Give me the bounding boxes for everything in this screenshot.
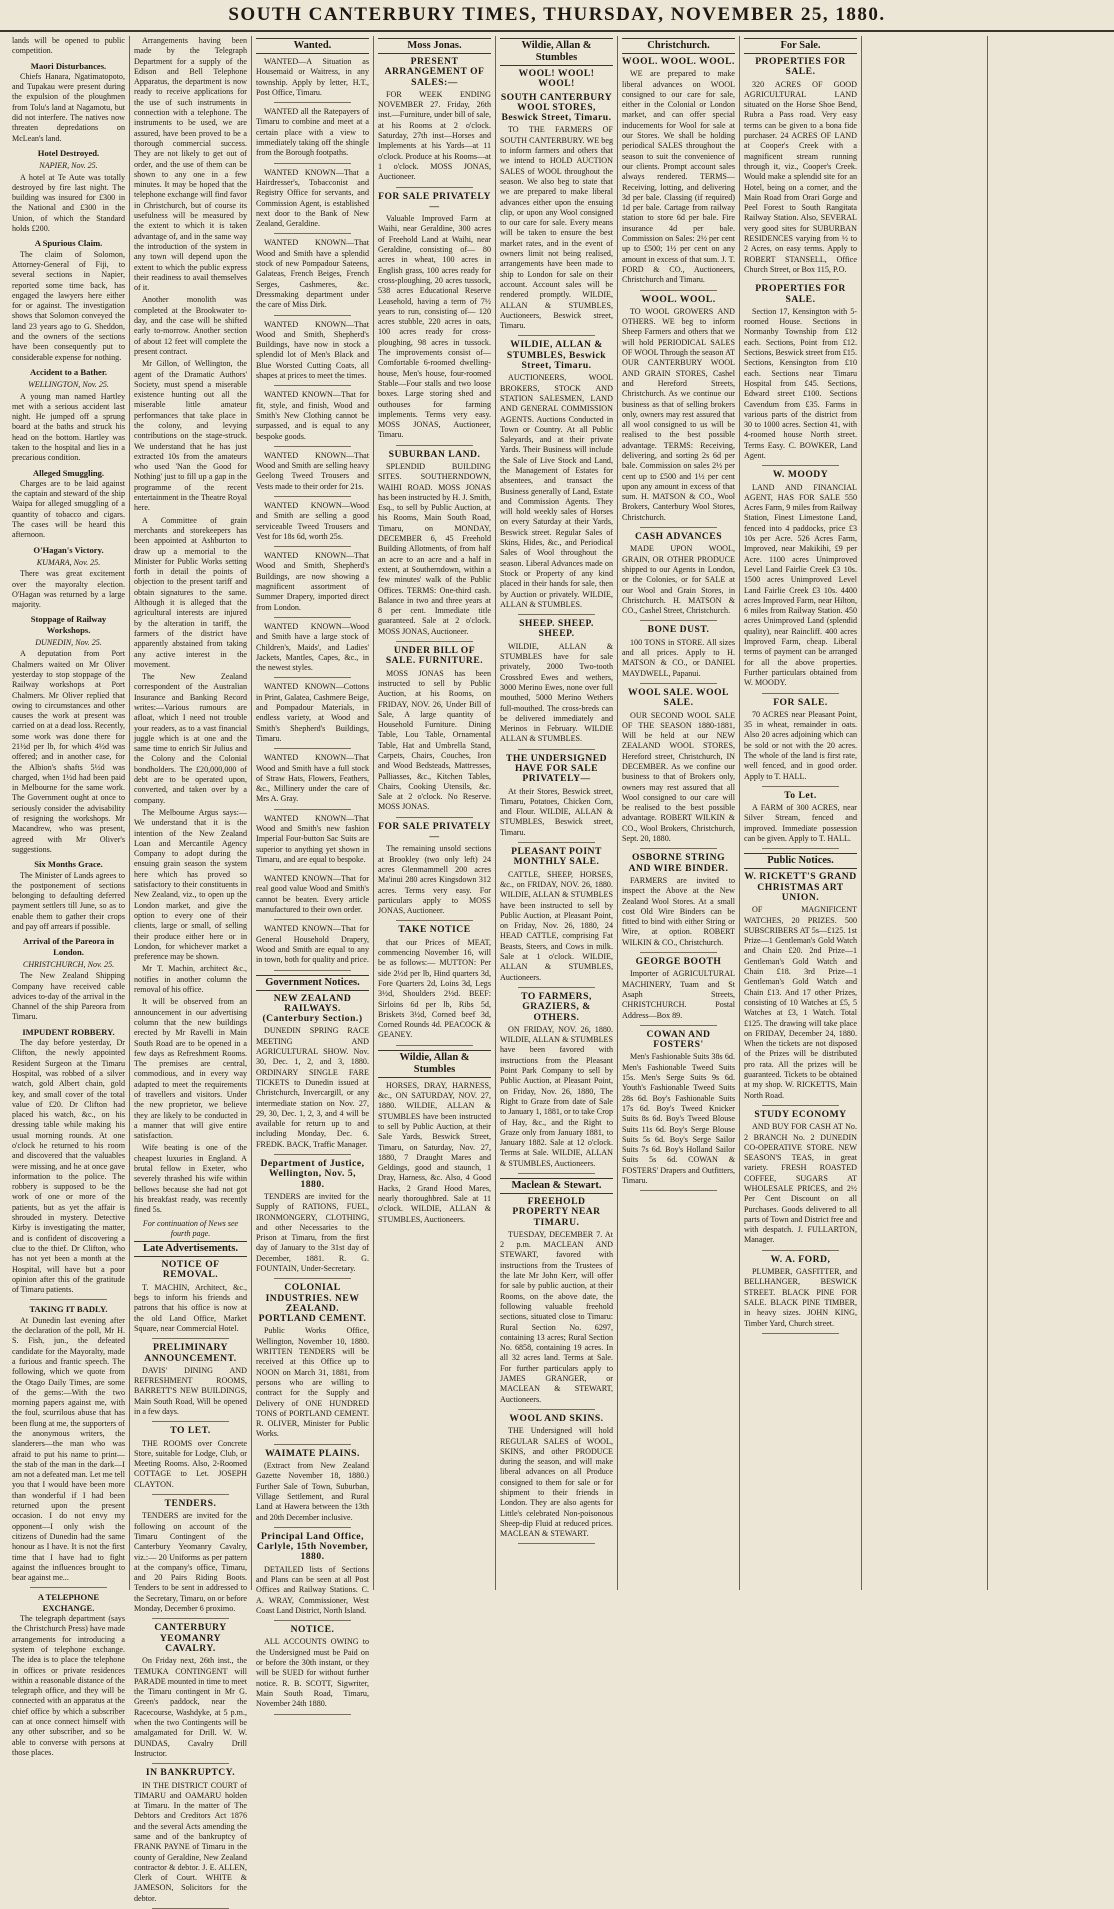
advert-title: TENDERS. bbox=[164, 1498, 217, 1510]
news-body: There was great excitement over the mayoralty election. O'Hagan was returned by a large majority. bbox=[12, 569, 125, 610]
wool-headline: WOOL! WOOL! WOOL! bbox=[518, 68, 595, 90]
divider bbox=[762, 848, 839, 849]
advert-body: Public Works Office, Wellington, November 10, 1880. WRITTEN TENDERS will be received at this Office up to NOON on March 31, 1881, from persons who are willing to contract for the Supply and Delivery of ONE HUNDRED TONS of PORTLAND CEMENT. R. OLIVER, Minister for Public Works. bbox=[256, 1326, 369, 1439]
news-body: Chiefs Hanara, Ngatimatopoto, and Tupakau were present during the expulsion of the ploughmen from Tolu's land at Nagamotu, but did not interfere. The natives now threaten depredations on McLean's land. bbox=[12, 71, 125, 143]
news-dateline: KUMARA, Nov. 25. bbox=[36, 557, 101, 567]
advert-title: TAKE NOTICE bbox=[398, 924, 471, 936]
advert-title: SHEEP. SHEEP. SHEEP. bbox=[519, 618, 594, 640]
news-headline: Hotel Destroyed. bbox=[37, 147, 100, 158]
wanted-ad: WANTED KNOWN—That Wood and Smith, Shepherd's Buildings, are now showing a magnificent assortment of Summer Drapery, imported direct from London. bbox=[256, 551, 369, 612]
divider bbox=[274, 163, 351, 164]
public-notices-title: Public Notices. bbox=[744, 853, 857, 869]
divider bbox=[274, 617, 351, 618]
column-news-1 bbox=[8, 36, 130, 1757]
divider bbox=[762, 1250, 839, 1251]
advert-body: (Extract from New Zealand Gazette November 18, 1880.) Further Sale of Town, Suburban, Village Settlement, and Rural Land at Hawera between the 13th and 20th December inclusive. bbox=[256, 1461, 369, 1522]
news-paragraph: Another monolith was completed at the Brookwater to-day, and the case will be shifted early to-morrow. Another section of about 12 feet will complete the present contract. bbox=[134, 295, 247, 356]
divider bbox=[762, 1333, 839, 1334]
telephone-body: Arrangements having been made by the Telegraph Department for a supply of the Edison and Bell Telephone Apparatus, the department is now ready to receive applications for the use of such instruments in connection with a telephone. The instruments to be used, we are assured, have been proved to be a thorough commercial success. They are not likely to get out of order, and the use of them can be shown to any one in a few minutes. It may be hoped that the telephone exchange will find favor in Christchurch, but of course its usefulness will be measured by the extent to which it is taken advantage of, and in the same way the introduction of the system in any town will depend upon the extent to which the public express their readiness to avail themselves of it. bbox=[134, 36, 247, 293]
advert-body: DETAILED lists of Sections and Plans can be seen at all Post Offices and Railway Stations. C. A. WRAY, Commissioner, West Coast Land District, North Island. bbox=[256, 1564, 369, 1615]
divider bbox=[640, 683, 717, 684]
moss-jonas-title: Moss Jonas. bbox=[378, 38, 491, 54]
news-paragraph: The New Zealand correspondent of the Australian Insurance and Banking Record writes:—Various rumours are afloat, which I need not trouble your readers, as to a vast financial juggle which is at one and the same time to enrich Sir Julius and the Colony and the Colonial bondholders. The £20,000,000 of debt are to be operated upon, converted, and taken over by a company. bbox=[134, 672, 247, 805]
divider bbox=[518, 614, 595, 615]
divider bbox=[274, 233, 351, 234]
divider bbox=[274, 748, 351, 749]
advert-body: WE are prepared to make liberal advances on WOOL consigned to our care for sale, either in the Colonial or London market, and can offer special inducements for Wool for sale at our Stores. We shall be holding periodical SALES throughout the season to suit the convenience of our clients. Prompt account sales always rendered. TERMS— Receiving, lotting, and delivering 3d per bale. Classing (if required) 1d per bale. Cartage from railway station to store 6d per bale. Fire insurance 4d per bale. Commission on Sales: 2½ per cent up to £500; 1½ per cent on any amount in excess of that sum. J. T. FORD & CO., Auctioneers, Christchurch and Timaru. bbox=[622, 69, 735, 285]
advert-body: Men's Fashionable Suits 38s 6d. Men's Fashionable Tweed Suits 15s. Men's Serge Suits 9s 6d. Youth's Fashionable Tweed Suits 28s 6d. Boy's Fashionable Suits 17s 6d. Boy's Tweed Knicker Suits 8s 6d. Boy's Tweed Blouse Suits 11s 6d. Boy's Serge Blouse Suits 5s 6d. Boy's Serge Sailor Suits 7s 6d. Boy's Holland Sailor Suits 5s 6d. COWAN & FOSTERS' Drapers and Outfitters, Timaru. bbox=[622, 1052, 735, 1185]
advert-body: AND BUY FOR CASH AT No. 2 BRANCH No. 2 DUNEDIN CO-OPERATIVE STORE. NEW SEASON'S TEAS, in great variety. FRESH ROASTED COFFEE, SUGARS AT WHOLESALE PRICES, and 2½ Per Cent Discount on all Purchases. Goods delivered to all parts of Town and District free and with despatch. J. FULLARTON, Manager. bbox=[744, 1122, 858, 1245]
news-body: The claim of Solomon, Attorney-General of Fiji, to several sections in Napier, reported some time back, has engaged the lawyers here either for or against. The investigation shows that Solomon conveyed the land 23 years ago to G. Sheddon, and the owners of the sections have been consequently put to considerable expense for nothing. bbox=[12, 249, 125, 362]
divider bbox=[274, 970, 351, 971]
advert-title: TO FARMERS, GRAZIERS, & OTHERS. bbox=[521, 990, 592, 1023]
wanted-ad: WANTED KNOWN—That Wood and Smith have a full stock of Straw Hats, Flowers, Feathers, &c., Millinery under the care of Mrs A. Gray. bbox=[256, 753, 369, 804]
advert-title: To Let. bbox=[784, 789, 817, 801]
news-dateline: WELLINGTON, Nov. 25. bbox=[28, 380, 109, 390]
column-moss-jonas bbox=[374, 36, 496, 1590]
wanted-ad: WANTED KNOWN—That a Hairdresser's, Tobacconist and Registry Office for servants, and Commission Agent, is established next door to the Bank of New Zealand, Geraldine. bbox=[256, 167, 369, 229]
christchurch-title: Christchurch. bbox=[622, 38, 735, 54]
advert-title: PLEASANT POINT MONTHLY SALE. bbox=[511, 846, 602, 868]
advert-body: 100 TONS in STORE. All sizes and all prices. Apply to H. MATSON & CO., or DANIEL MAYDWELL, Papanui. bbox=[622, 637, 735, 678]
advert-body: TO WOOL GROWERS AND OTHERS. WE beg to inform Sheep Farmers and others that we will hold PERIODICAL SALES OF WOOL Through the season AT OUR CANTERBURY WOOL AND GRAIN STORES, Cashel and Hereford Streets, Christchurch. As we continue our business as that of selling brokers only, owners may rest assured that all wool consigned to us will be realised to the best possible advantage. TERMS: Receiving, delivering, and sorting 2s 6d per bale. Commission on sales 2½ per cent up to £500 and 1½ per cent upon any amount in excess of that sum. H. MATSON & CO., Wool Brokers, Canterbury Wool Stores, Christchurch. bbox=[622, 306, 735, 522]
advert-title: COWAN AND FOSTERS' bbox=[646, 1028, 711, 1051]
advert-title: UNDER BILL OF SALE. FURNITURE. bbox=[385, 645, 484, 667]
news-dateline: DUNEDIN, Nov. 25. bbox=[35, 638, 102, 648]
divider bbox=[152, 1494, 229, 1495]
advert-title: PRESENT ARRANGEMENT OF SALES:— bbox=[384, 56, 485, 88]
wanted-ad: WANTED KNOWN—That Wood and Smith have a splendid stock of new Pompadour Sateens, Galateas, French Beiges, French Serges, Cashmeres, &c. Dressmaking department under the care of Miss Dirk. bbox=[256, 238, 369, 310]
advert-title: FOR SALE PRIVATELY— bbox=[378, 190, 491, 212]
continuation-note: For continuation of News see fourth page. bbox=[142, 1218, 239, 1238]
advert-body: Section 17, Kensington with 5-roomed House. Sections in Normanby Township from £12 each. Sections, Point from £12. Sections, Beswick street from £15. Sections, Kensington from £10 each. Sections near Timaru Hospital from £45. Sections, Edward street £100. Sections Cavendum from £35. Farms in various parts of the district from 30 to 1000 acres. Section 41, with 4-roomed house North street. Terms Easy. C. BOWKER, Land Agent. bbox=[744, 306, 857, 460]
wanted-ad: WANTED KNOWN—That Wood and Smith's new fashion Imperial Four-button Sac Suits are superior to anything yet shown in Timaru, and are equal to bespoke. bbox=[256, 813, 369, 864]
robbery-title: IMPUDENT ROBBERY. bbox=[22, 1026, 115, 1037]
advert-body: DAVIS' DINING AND REFRESHMENT ROOMS, BARRETT'S NEW BUILDINGS, Main South Road, Will be opened in a few days. bbox=[134, 1365, 247, 1416]
advert-title: FOR SALE. bbox=[773, 696, 828, 708]
divider bbox=[518, 1173, 595, 1174]
news-paragraph: The Melbourne Argus says:—We understand that it is the intention of the New Zealand Loan and Mercantile Agency Company to adopt during the ensuing grain season the system here which has proved so satisfactory to their constituents in New Zealand, viz., to open up the London market, and give the option to every one of their clients, large or small, of selling their produce either here or in London, for whichever market a preference may be shown. bbox=[134, 807, 247, 962]
advert-title: NEW ZEALAND RAILWAYS. (Canterbury Section.) bbox=[262, 992, 363, 1025]
advert-title: NOTICE. bbox=[290, 1624, 335, 1636]
divider bbox=[274, 1527, 351, 1528]
advert-title: W. MOODY bbox=[772, 469, 829, 481]
divider bbox=[274, 1714, 351, 1715]
divider bbox=[152, 1338, 229, 1339]
advert-title: THE UNDERSIGNED HAVE FOR SALE PRIVATELY— bbox=[505, 752, 608, 785]
divider bbox=[396, 187, 473, 188]
advert-body: THE Undersigned will hold REGULAR SALES of WOOL, SKINS, and other PRODUCE during the season, and will make liberal advances on all Produce consigned to them for sale or for shipment to their friends in London. They are also agents for Little's celebrated Non-poisonous Sheep-dip Fluid at reduced prices. MACLEAN & STEWART. bbox=[500, 1426, 613, 1539]
wanted-ad: WANTED KNOWN—That Wood and Smith, Shepherd's Buildings, have now in stock a splendid lot of Men's Black and Blue Worsted Cutting Coats, all shapes at prices to meet the times. bbox=[256, 319, 369, 381]
advert-body: ON FRIDAY, NOV. 26, 1880. WILDIE, ALLAN & STUMBLES have been favored with instructions from the Pleasant Point Park Company to sell by Public Auction, at Pleasant Point, on Friday, Nov. 26, 1880, The Right to Graze from date of Sale to January 1, 1881, or to take Crop of Hay, &c., and the Right to Graze only from January 1881, to January 1882. Sale at 12 o'clock. Terms at Sale. WILDIE, ALLAN & STUMBLES, Auctioneers. bbox=[500, 1024, 613, 1168]
divider bbox=[396, 817, 473, 818]
divider bbox=[518, 749, 595, 750]
divider bbox=[640, 620, 717, 621]
divider bbox=[518, 987, 595, 988]
advert-title: TO LET. bbox=[170, 1425, 211, 1437]
divider bbox=[274, 1444, 351, 1445]
advert-body: TO THE FARMERS OF SOUTH CANTERBURY. WE beg to inform farmers and others that we intend to HOLD AUCTION SALES of WOOL throughout the season. We also beg to state that we are prepared to make liberal advances either upon the ensuing clip, or upon any Wool consigned to our care for sale. Every means will be taken to ensure the best market rates, and in the event of owners limit not being realised, arrangements have been made to ship to London for sale on their account. Account sales will be rendered promptly. WILDIE, ALLAN & STUMBLES, Auctioneers, Beswick street, Timaru. bbox=[500, 125, 613, 331]
news-headline: Alleged Smuggling. bbox=[32, 467, 105, 478]
advert-body: DUNEDIN SPRING RACE MEETING AND AGRICULTURAL SHOW. Nov. 30, Dec. 1, 2, and 3, 1880. ORDINARY SINGLE FARE TICKETS to Dunedin issued at Christchurch, Invercargill, or any intermediate station on Nov. 27, 29, 30, Dec. 1, 2, 3, and 4 will be available for return up to and including Monday, Dec. 6. FREDK. BACK, Traffic Manager. bbox=[256, 1026, 369, 1149]
news-headline: A Spurious Claim. bbox=[34, 238, 103, 249]
badly-body: At Dunedin last evening after the declaration of the poll, Mr H. S. Fish, jun., the defeated candidate for the Mayoralty, made a furious and frantic speech. The following, which we quote from the Otago Daily Times, are some of the gems:—With the two morning papers against me, with the foul, scurrilous abuse that has been flung at me, the supporters of the anonymous writers, the slanderers—the man who was afraid to put his name to print—the stab of the man in the dark—I am not a defeated man. Let me tell you that I would have been more than wonderful if I had been returned upon the present occasion. I do not envy my opponent—I only wish the citizens of Dunedin had the same honour as I have. It is not the first time that I have had to fight against the influences brought to bear against me... bbox=[12, 1315, 125, 1583]
advert-title: OSBORNE STRING AND WIRE BINDER. bbox=[628, 852, 729, 874]
divider bbox=[274, 385, 351, 386]
advert-body: THE ROOMS over Concrete Store, suitable for Lodge, Club, or Meeting Rooms. Also, 2-Roomed COTTAGE to Let. JOSEPH CLAYTON. bbox=[134, 1438, 247, 1489]
newspaper-page bbox=[8, 36, 1106, 1903]
divider bbox=[274, 869, 351, 870]
advert-title: PRELIMINARY ANNOUNCEMENT. bbox=[144, 1342, 237, 1364]
divider bbox=[30, 1587, 107, 1588]
news-dateline: NAPIER, Nov. 25. bbox=[39, 161, 98, 171]
divider bbox=[274, 446, 351, 447]
news-body: Charges are to be laid against the captain and steward of the ship Waipa for alleged smuggling of a quantity of tobacco and cigars. The cases will be heard this afternoon. bbox=[12, 478, 125, 540]
advert-body: Importer of AGRICULTURAL MACHINERY, Tuam and St Asaph Streets, CHRISTCHURCH. Postal Address—Box 89. bbox=[622, 969, 735, 1020]
masthead-title: SOUTH CANTERBURY TIMES, THURSDAY, NOVEMBER 25, 1880. bbox=[228, 4, 886, 25]
wanted-ad: WANTED all the Ratepayers of Timaru to combine and meet at a certain place with a view to immediately taking off the shingle from the Borough footpaths. bbox=[256, 107, 369, 158]
late-ads-title: Late Advertisements. bbox=[134, 1241, 247, 1257]
advert-title: WOOL. WOOL. WOOL. bbox=[622, 56, 735, 67]
wanted-section-title: Wanted. bbox=[256, 38, 369, 54]
news-body: A deputation from Port Chalmers waited on Mr Oliver yesterday to stop stoppage of the Railway workshops at Port Chalmers. Mr Oliver replied that owing to circumstances and other causes the work at present was carried on at a dead loss. Recently, some work was done there for 21½d per lb, for which 4½d was offered; and in another case, for the Albion's shafts 5½d was charged, when 1½d had been paid in Melbourne for the same work. The Government ought at once to seriously consider the advisability of resigning the workshops. Mr Macandrew, who was present, agreed with Mr Oliver's suggestions. bbox=[12, 649, 125, 854]
advert-body: FOR WEEK ENDING NOVEMBER 27. Friday, 26th inst.—Furniture, under bill of sale, at his Rooms at 2 o'clock. Saturday, 27th inst—Horses and Implements at his Yards—at 11 o'clock. Produce at his Rooms—at 1 o'clock. MOSS JONAS, Auctioneer. bbox=[378, 89, 491, 182]
robbery-body: The day before yesterday, Dr Clifton, the newly appointed Resident Surgeon at the Timaru Hospital, was robbed of a silver watch, gold Albert chain, gold key, and small cover of the total value of £20. Dr Clifton had placed his watch, &c., on his dressing table while making his usual morning rounds. At one o'clock he returned to his room and discovered that the valuables were missing, and he at once gave information to the police. The robbery is supposed to be the work of one or more of the patients, but as yet the affair is shrouded in mystery. Detective Kirby is investigating the matter, and is confident of discovering a clue to the thief. Dr Clifton, who has not yet been a month at the Hospital, will have but a poor opinion after this of the gratitude of Timaru patients. bbox=[12, 1038, 125, 1295]
news-headline: Accident to a Bather. bbox=[29, 366, 108, 377]
advert-body: AUCTIONEERS, WOOL BROKERS, STOCK AND STATION SALESMEN, LAND AND GENERAL COMMISSION AGENTS. Auctions Conducted in Town or Country. At all Public Saleyards, and at their private Yards. Their Business will include the Sale of Live Stock and Land, the Management of Estates for absentees, and transact the Business generally of Land, Estate and Commission Agents. They will hold weekly sales of Horses on every Saturday at their Yards, Beswick street. Regular Sales of Skins, Hides, &c., and Periodical Sales of Wool throughout the season. Liberal Advances made on Stock or Property of any kind placed in their hands for sale, then by Auction or privately. WILDIE, ALLAN & STUMBLES. bbox=[500, 373, 613, 609]
advert-title: CASH ADVANCES bbox=[634, 531, 723, 543]
news-body: A young man named Hartley met with a serious accident last night. He jumped off a sprung board at the baths and struck his head on the bottom. Hartley was taken to the hospital and lies in a precarious condition. bbox=[12, 391, 125, 463]
advert-body: TENDERS are invited for the Supply of RATIONS, FUEL, IRONMONGERY, CLOTHING, and other Necessaries to the Prison at Timaru, from the first day of January to the 31st day of December, 1881. R. G. FOUNTAIN, Under-Secretary. bbox=[256, 1191, 369, 1273]
advert-title: WOOL AND SKINS. bbox=[509, 1412, 604, 1424]
advert-title: SOUTH CANTERBURY WOOL STORES, Beswick Street, Timaru. bbox=[500, 91, 613, 124]
news-paragraph: Wife beating is one of the cheapest luxuries in England. A brutal fellow in Exeter, who severely thrashed his wife within bellows because she had not got his breakfast ready, was recently fined 5s. bbox=[134, 1143, 247, 1215]
wildie-allan-title: Wildie, Allan & Stumbles bbox=[378, 1050, 491, 1078]
advert-title: COLONIAL INDUSTRIES. NEW ZEALAND. PORTLAND CEMENT. bbox=[258, 1282, 367, 1325]
maclean-stewart-title: Maclean & Stewart. bbox=[500, 1178, 613, 1194]
advert-body: FARMERS are invited to inspect the Above at the New Zealand Wool Stores. At a small cost Old Wire Binders can be fitted to bind with either String or Wire, at option. ROBERT WILKIN & CO., Christchurch. bbox=[622, 875, 735, 947]
wanted-ad: WANTED KNOWN—Wood and Smith have a large stock of Children's, Maids', and Ladies' Jackets, Mantles, Capes, &c., in the newest styles. bbox=[256, 621, 369, 673]
divider bbox=[274, 809, 351, 810]
advert-title: STUDY ECONOMY bbox=[754, 1108, 847, 1120]
advert-body: Valuable Improved Farm at Waihi, near Geraldine, 300 acres of Freehold Land at Waihi, near Geraldine, consisting of— 80 acres in wheat, 100 acres in English grass, 100 acres ready for cross-ploughing, 20 acres tussock, 538 acres Educational Reserve Leasehold, having a term of 7½ years to run, consisting of— 120 acres stubble, 220 acres in oats, 100 acres ready for cross-ploughing, 98 acres in tussock. The improvements consist of—Comfortable 6-roomed dwelling-house, Men's house, four-roomed Stable—Four stalls and two loose boxes. Large storing shed and outhouses for farming implements. Terms very easy. MOSS JONAS, Auctioneer, Timaru. bbox=[378, 214, 491, 440]
divider bbox=[396, 1045, 473, 1046]
news-headline: Stoppage of Railway Workshops. bbox=[30, 614, 107, 635]
for-sale-title: For Sale. bbox=[744, 38, 857, 54]
divider bbox=[762, 279, 839, 280]
divider bbox=[640, 1190, 717, 1191]
advert-title: GEORGE BOOTH bbox=[635, 956, 722, 968]
news-headline: Maori Disturbances. bbox=[30, 60, 107, 71]
advert-body: IN THE DISTRICT COURT of TIMARU and OAMARU holden at Timaru. In the matter of The Debtors and Creditors Act 1876 and the several Acts amending the same and of the bankruptcy of FRANK PAYNE of Timaru in the county of Geraldine, New Zealand contractor & debtor. J. E. ALLEN, Clerk of Court. WHITE & JAMESON, Solicitors for the debtor. bbox=[134, 1780, 247, 1903]
advert-title: FOR SALE PRIVATELY— bbox=[378, 820, 491, 843]
wanted-ad: WANTED KNOWN—That Wood and Smith are selling heavy Geelong Tweed Trousers and Vests made to their order for 21s. bbox=[256, 450, 369, 491]
advert-body: 320 ACRES OF GOOD AGRICULTURAL LAND situated on the Horse Shoe Bend, Rubra a Pass road. Very easy terms can be given to a bona fide purchaser. 24 ACRES OF LAND at Cooper's Creek with a magnificent stream running through it, viz., Cooper's Creek. Would make a splendid site for an Hotel, being on a corner, and the Main Road from Orari Gorge and Peel Forest to South Rangitata Railway Station. Also, SEVERAL very good sites for SUBURBAN RESIDENCES varying from ½ to 2 Acres, on easy terms. Apply to ROBERT STANSELL, Office Church Street, or Box 115, P.O. bbox=[744, 79, 857, 274]
news-paragraph: Mr T. Machin, architect &c., notifies in another column the removal of his office. bbox=[134, 964, 247, 995]
news-paragraph: Mr Gillon, of Wellington, the agent of the Dramatic Authors' Society, must spend a miserable existence hunting out all the miserable little amateur performances that take place in the colony, and levying contributions on the stage-struck. We understand that he has just extracted 10s from the amateurs who used 'Nan the Good for Nothing' just to fill up a gap in the programme of the recent entertainment in the Theatre Royal here. bbox=[134, 359, 247, 513]
news-headline: Six Months Grace. bbox=[34, 859, 103, 870]
badly-title: TAKING IT BADLY. bbox=[29, 1304, 108, 1315]
advert-title: IN BANKRUPTCY. bbox=[145, 1767, 236, 1779]
advert-title: W. A. FORD, bbox=[770, 1253, 831, 1265]
advert-body: CATTLE, SHEEP, HORSES, &c., on FRIDAY, NOV. 26, 1880. WILDIE, ALLAN & STUMBLES have been instructed to sell by Public Auction, at Pleasant Point, on Friday, Nov. 26, 1880, 24 HEAD CATTLE, comprising Fat Beasts, Steers, and Cows in milk. Sale at 1 o'clock. WILDIE, ALLAN & STUMBLES, Auctioneers. bbox=[500, 869, 613, 982]
divider bbox=[274, 677, 351, 678]
news-headline: O'Hagan's Victory. bbox=[33, 544, 104, 555]
advert-body: The remaining unsold sections at Brookley (two only left) 24 acres Glenmammell 200 acres Ma'inui 280 acres Kingsdown 312 acres. Terms very easy. For particulars apply to MOSS JONAS, Auctioneer. bbox=[378, 844, 491, 916]
divider bbox=[396, 641, 473, 642]
news-body: A hotel at Te Aute was totally destroyed by fire last night. The building was insured for £300 in the National and £300 in the Union, of which the Standard holds £200. bbox=[12, 172, 125, 234]
news-paragraph: A Committee of grain merchants and storekeepers has been appointed at Ashburton to draw up a memorial to the Minister for Public Works setting forth in detail the points of objection to the present tariff and obtain signatures to the same. Although it is alleged that the agricultural interests are injured by the alteration in tariff, the farmers of the district have apparently abstained from taking any active interest in the movement. bbox=[134, 515, 247, 669]
advert-body: On Friday next, 26th inst., the TEMUKA CONTINGENT will PARADE mounted in time to meet the Timaru contingent in Mr G. Green's paddock, near the Racecourse, Washdyke, at 5 p.m., when the two Contingents will be amalgamated for Drill. W. W. DUNDAS, Cavalry Drill Instructor. bbox=[134, 1656, 247, 1758]
advert-title: WILDIE, ALLAN & STUMBLES, Beswick Street, Timaru. bbox=[506, 339, 607, 372]
wildie-ad-body: HORSES, DRAY, HARNESS, &c., ON SATURDAY, NOV. 27, 1880. WILDIE, ALLAN & STUMBLES have been instructed to sell by Public Auction, at their Sale Yards, Beswick Street, Timaru, on Saturday, Nov. 27, 1880, 7 Draught Mares and Geldings, good and staunch, 1 Dray, Harness, &c. Also, 4 Good Hacks, 2 Grand Hood Mares, nearly thoroughbred. Sale at 11 o'clock. WILDIE, ALLAN & STUMBLES, Auctioneers. bbox=[378, 1080, 491, 1224]
exchange-body: The telegraph department (says the Christchurch Press) have made arrangements for introducing a system of telephone exchange. The idea is to place the telephone in offices or private residences within a reasonable distance of the telegraph office, and they will be connected with an apparatus at the chief office by which a subscriber can at once connect himself with any other subscriber, and so be able to converse with persons at those places. bbox=[12, 1614, 125, 1757]
wanted-ad: WANTED KNOWN—Cottons in Print, Galatea, Cashmere Beige, and Pompadour Materials, in endless variety, at Wood and Smith's Shepherd's Buildings, Timaru. bbox=[256, 682, 369, 743]
advert-body: OUR SECOND WOOL SALE OF THE SEASON 1880-1881, Will be held at our NEW ZEALAND WOOL STORES, Hereford street, Christchurch, IN DECEMBER. As we confine our business to that of Brokers only, owners may rest assured that all Wool consigned to our care will be realised to the best possible advantage. ROBERT WILKIN & CO., Wool Brokers, Christchurch, Sept. 20, 1880. bbox=[622, 710, 735, 844]
divider bbox=[518, 1409, 595, 1410]
wanted-ad: WANTED KNOWN—That for fit, style, and finish, Wood and Smith's New Clothing cannot be surpassed, and is equal to any bespoke goods. bbox=[256, 390, 369, 441]
advert-title: W. RICKETT'S GRAND CHRISTMAS ART UNION. bbox=[744, 871, 857, 903]
divider bbox=[640, 848, 717, 849]
advert-body: LAND AND FINANCIAL AGENT, HAS FOR SALE 550 Acres Farm, 9 miles from Railway Station, Finest Limestone Land, fenced into 4 paddocks, price £3 10s per Acre. 526 Acres Farm, Improved, near Makikihi, £9 per Acre. 1100 acres Unimproved Level Land Fairlie Creek £3 10s. 1500 acres Unimproved Level Land Fairlie Creek £3 10s. 4400 acres Improved Farm, near Hilton, 6 miles from Railway Station. 450 acres Unimproved Land (splendid quality), near Raincliff. 400 acres Improved Farm, cheap. Liberal terms of payment can be arranged for all the above properties. Further particulars obtained from W. MOODY. bbox=[744, 482, 857, 688]
advert-body: OF MAGNIFICENT WATCHES, 20 PRIZES. 500 SUBSCRIBERS AT 5s—£125. 1st Prize—1 Gentleman's Gold Watch and Chain £20. 2nd Prize—1 Gentleman's Gold Watch and Chain £18. 3rd Prize—1 Gentleman's Gold Watch and Chain £13. And 17 other Prizes, consisting of 10 Watches at £5, 5 Watches at £3, 1 Watch. Total £125. The drawing will take place on FRIDAY, December 24, 1880. When the tickets are not disposed of the Prizes will be distributed pro rata. All the prizes will be guaranteed. Tickets to be obtained at my shop. W. RICKETTS, Main North Road. bbox=[744, 905, 857, 1100]
divider bbox=[152, 1618, 229, 1619]
divider bbox=[396, 920, 473, 921]
divider bbox=[640, 527, 717, 528]
divider bbox=[640, 952, 717, 953]
advert-body: TENDERS are invited for the following on account of the Timaru Contingent of the Canterbury Yeomanry Cavalry, viz.:— 20 Uniforms as per pattern at the company's office, Timaru, and 20 Pairs Riding Boots. Tenders to be sent in addressed to the Secretary, Timaru, on or before Monday, December 6 proximo. bbox=[134, 1511, 247, 1614]
wanted-ad: WANTED KNOWN—Wood and Smith are selling a good serviceable Tweed Trousers and Vest for 18s 6d, worth 25s. bbox=[256, 500, 369, 541]
news-paragraph: It will be observed from an announcement in our advertising column that the new buildings erected by Mr Ravelli in Main South Road are to be opened in a few days as Refreshment Rooms. The premises are central, commodious, and in every way adapted to meet the requirements of travellers and visitors. Under the new proprietor, we believe they are likely to be conducted in a manner that will give entire satisfaction. bbox=[134, 997, 247, 1141]
advert-title: PROPERTIES FOR SALE. bbox=[755, 283, 846, 305]
divider bbox=[274, 1278, 351, 1279]
divider bbox=[762, 1105, 839, 1106]
news-headline: Arrival of the Pareora in London. bbox=[22, 936, 114, 957]
divider bbox=[518, 842, 595, 843]
advert-title: WOOL SALE. WOOL SALE. bbox=[628, 686, 729, 709]
divider bbox=[518, 1543, 595, 1544]
wanted-ad: WANTED KNOWN—That for General Household Drapery, Wood and Smith are equal to any in town, both for quality and price. bbox=[256, 924, 369, 965]
advert-body: 70 ACRES near Pleasant Point, 35 in wheat, remainder in oats. Also 20 acres adjoining which can be sold or not with the 20 acres. The whole of the land is first rate, well fenced, and in good order. Apply to T. HALL. bbox=[744, 709, 857, 781]
advert-body: T. MACHIN, Architect, &c., begs to inform his friends and patrons that his office is now at the old Land Office, Market Square, near Commercial Hotel. bbox=[134, 1282, 247, 1333]
advert-title: Department of Justice, Wellington, Nov. 5, 1880. bbox=[260, 1158, 365, 1190]
divider bbox=[274, 546, 351, 547]
divider bbox=[640, 1025, 717, 1026]
advert-body: MOSS JONAS has been instructed to sell by Public Auction, at his Rooms, on FRIDAY, NOV. 26, Under Bill of Sale, A large quantity of Household Furniture. Dining Table, Lou Table, Ornamental Table, Hat and Umbrella Stand, Carpets, Chairs, Couches, Iron and Wood Bedsteads, Mattresses, Palliasses, &c., Kitchen Tables, Chairs, Cooking Utensils, &c. Sale at 2 o'clock. No Reserve. MOSS JONAS. bbox=[378, 668, 491, 812]
divider bbox=[518, 335, 595, 336]
advert-title: PROPERTIES FOR SALE. bbox=[755, 56, 846, 78]
advert-body: that our Prices of MEAT, commencing November 16, will be as follows:— MUTTON: Per side 2½d per lb, Hind quarters 3d, Fore Quarters 2d, Loins 3d, Legs 3½d, Shoulders 2½d. BEEF: Sirloins 6d per lb, Ribs 5d, Briskets 3½d, Corned beef 3d, Corned Rounds 4d. PEACOCK & GEANEY. bbox=[378, 937, 491, 1040]
divider bbox=[152, 1763, 229, 1764]
column-wanted bbox=[252, 36, 374, 1709]
divider bbox=[274, 102, 351, 103]
advert-title: NOTICE OF REMOVAL. bbox=[161, 1259, 220, 1281]
news-body: The Minister of Lands agrees to the postponement of sections belonging to defaulting deferred payment settlers till June, so as to enable them to gather their crops and pay off arrears if possible. bbox=[12, 870, 125, 932]
column-for-sale bbox=[740, 36, 862, 1590]
advert-title: WAIMATE PLAINS. bbox=[265, 1447, 360, 1459]
wildie-section-title: Wildie, Allan & Stumbles bbox=[500, 38, 613, 66]
exchange-title: A TELEPHONE EXCHANGE. bbox=[37, 1592, 100, 1613]
advert-body: At their Stores, Beswick street, Timaru, Potatoes, Chicken Corn, and Flour. WILDIE, ALLAN & STUMBLES, Beswick street, Timaru. bbox=[500, 786, 613, 837]
advert-body: ALL ACCOUNTS OWING to the Undersigned must be Paid on or before the 30th instant, or they will be SUED for without further notice. R. B. SCOTT, Sigwriter, Main South Road, Timaru, November 24th 1880. bbox=[256, 1637, 369, 1709]
advert-body: WILDIE, ALLAN & STUMBLES have for sale privately, 2000 Two-tooth Crossbred Ewes and wethers, 3000 Merino Ewes, none over full mouthed, 5000 Merino Wethers full-mouthed. The cross-breds can be delivered immediately and Merinos in February. WILDIE ALLAN & STUMBLES. bbox=[500, 641, 613, 744]
news-body: The New Zealand Shipping Company have received cable advices to-day of the arrival in the Channel of the ship Pareora from Timaru. bbox=[12, 971, 125, 1022]
divider bbox=[762, 786, 839, 787]
advert-title: WOOL. WOOL. bbox=[641, 293, 716, 305]
news-dateline: CHRISTCHURCH, Nov. 25. bbox=[22, 959, 115, 969]
advert-title: FREEHOLD PROPERTY NEAR TIMARU. bbox=[512, 1195, 601, 1228]
wanted-ad: WANTED KNOWN—That for real good value Wood and Smith's cannot be beaten. Every article manufactured to their own order. bbox=[256, 874, 369, 915]
advert-body: TUESDAY, DECEMBER 7. At 2 p.m. MACLEAN AND STEWART, favored with instructions from the Trustees of the late Mr John Kerr, will offer for sale by public auction, at their Rooms, on the above date, the following valuable freehold sections, situated close to Timaru: Rural Section No. 6297, containing 13 acres; Rural Section No. 6858, containing 19 acres. In all 32 acres land. Terms at Sale. For further particulars apply to JAMES GRANGER, or MACLEAN & STEWART, Auctioneers. bbox=[500, 1229, 613, 1404]
divider bbox=[762, 693, 839, 694]
masthead bbox=[0, 0, 1114, 32]
advert-body: PLUMBER, GASFITTER, and BELLHANGER, BESWICK STREET. BLACK PINE FOR SALE. BLACK PINE TIMBER, in heavy sizes. JOHN KING, Timber Yard, Church street. bbox=[744, 1267, 857, 1328]
wanted-ad: WANTED—A Situation as Housemaid or Waitress, in any township. Apply by letter, H.T., Post Office, Timaru. bbox=[256, 57, 369, 97]
advert-title: BONE DUST. bbox=[647, 624, 710, 636]
divider bbox=[762, 465, 839, 466]
divider bbox=[640, 290, 717, 291]
column-spacer bbox=[862, 36, 988, 1590]
divider bbox=[274, 315, 351, 316]
advert-title: SUBURBAN LAND. bbox=[388, 448, 481, 460]
intro-text: lands will be opened to public competition. bbox=[12, 36, 125, 56]
advert-title: CANTERBURY YEOMANRY CAVALRY. bbox=[154, 1622, 227, 1654]
advert-body: MADE UPON WOOL, GRAIN, OR OTHER PRODUCE shipped to our Agents in London, or the Colonies, or for SALE at our Wool and Grain Stores, in Christchurch. H. MATSON & CO., Cashel Street, Christchurch. bbox=[622, 544, 735, 616]
advert-title: Principal Land Office, Carlyle, 15th November, 1880. bbox=[256, 1530, 369, 1563]
divider bbox=[274, 1620, 351, 1621]
divider bbox=[274, 496, 351, 497]
divider bbox=[152, 1421, 229, 1422]
government-notices-title: Government Notices. bbox=[256, 975, 369, 991]
column-wildie bbox=[496, 36, 618, 1590]
divider bbox=[274, 1154, 351, 1155]
advert-body: SPLENDID BUILDING SITES. SOUTHERNDOWN, WAIHI ROAD. MOSS JONAS has been instructed by H. J. Smith, Esq., to sell by Public Auction, at his Rooms, Main South Road, Timaru, on MONDAY, DECEMBER 6, 45 Freehold Building Allotments, of from half an acre to an acre and a half in extent, at Southerndown, within a few minutes' walk of the Public Offices. TERMS: One-third cash. Balance in two and three years at 8 per cent. Immediate title guaranteed. Sale at 2 o'clock. MOSS JONAS, Auctioneer. bbox=[378, 461, 491, 636]
divider bbox=[274, 919, 351, 920]
divider bbox=[30, 1299, 107, 1300]
divider bbox=[396, 445, 473, 446]
column-news-2 bbox=[130, 36, 252, 1903]
advert-body: A FARM of 300 ACRES, near Silver Stream, fenced and improved. Immediate possession can be given. Apply to T. HALL. bbox=[744, 803, 857, 844]
column-christchurch bbox=[618, 36, 740, 1590]
